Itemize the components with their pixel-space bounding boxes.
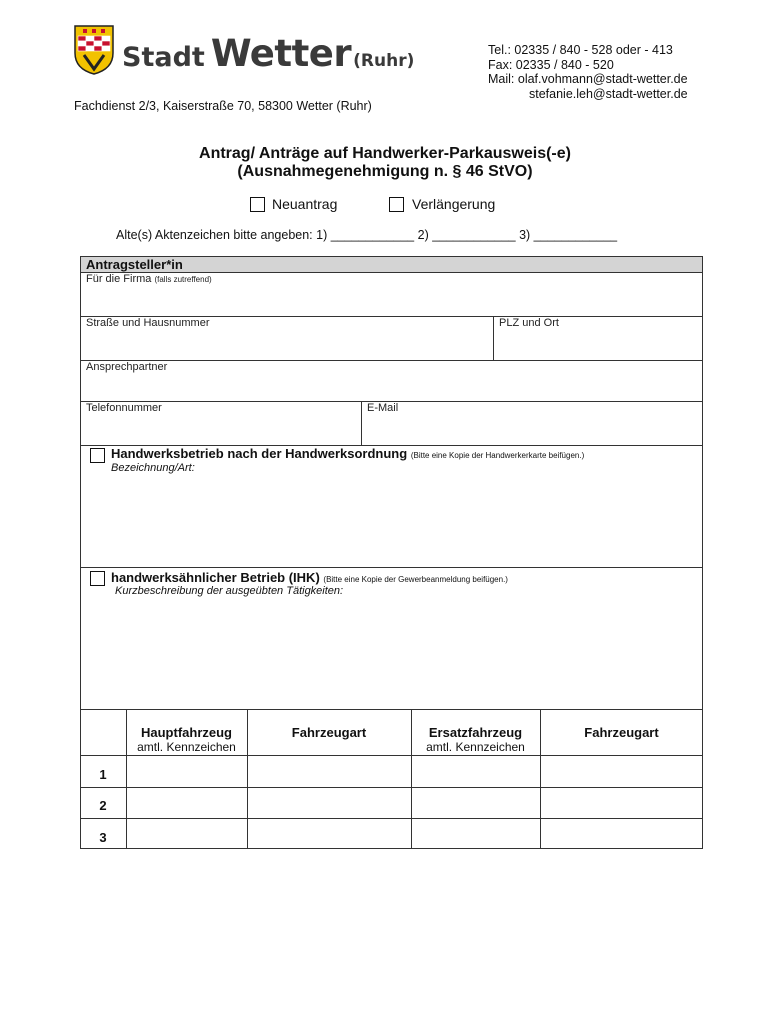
section-title-antragsteller: Antragsteller*in: [81, 257, 702, 272]
neuantrag-label: Neuantrag: [272, 196, 338, 212]
handwerksbetrieb-title: Handwerksbetrieb nach der Handwerksordnung: [111, 446, 408, 461]
col-hauptfahrzeug-title: Hauptfahrzeug: [141, 725, 232, 740]
col-ersatzfahrzeug-sub: amtl. Kennzeichen: [426, 740, 525, 754]
divider: [80, 755, 703, 756]
logo-word-stadt: Stadt: [122, 42, 205, 73]
aktenzeichen-field[interactable]: Alte(s) Aktenzeichen bitte angeben: 1) ____________ 2) ____________ 3) ____________: [116, 228, 618, 242]
bezeichnung-label[interactable]: Bezeichnung/Art:: [111, 462, 195, 474]
divider: [80, 567, 703, 568]
verlaengerung-label: Verlängerung: [412, 196, 496, 212]
email-label[interactable]: E-Mail: [367, 402, 399, 414]
divider: [80, 360, 703, 361]
contact-fax: Fax: 02335 / 840 - 520: [488, 57, 614, 72]
strasse-label[interactable]: Straße und Hausnummer: [86, 317, 210, 329]
verlaengerung-checkbox[interactable]: [389, 197, 404, 212]
table-row-number: 1: [99, 767, 107, 782]
divider: [80, 709, 703, 710]
table-row-number: 2: [99, 798, 107, 813]
col-fahrzeugart-1-title: Fahrzeugart: [291, 725, 367, 740]
telefon-label[interactable]: Telefonnummer: [86, 402, 162, 414]
neuantrag-checkbox[interactable]: [250, 197, 265, 212]
col-hauptfahrzeug: [126, 725, 247, 754]
table-row-number: 3: [99, 830, 107, 845]
office-address: Fachdienst 2/3, Kaiserstraße 70, 58300 Wetter (Ruhr): [74, 99, 372, 113]
document-title: [0, 145, 770, 181]
handwerksbetrieb-hint: (Bitte eine Kopie der Handwerkerkarte beifügen.): [410, 451, 585, 460]
divider: [80, 787, 703, 788]
firma-hint: (falls zutreffend): [154, 275, 212, 284]
col-fahrzeugart-1: [247, 725, 411, 740]
city-logo: [122, 32, 414, 75]
firma-label: Für die Firma: [86, 273, 152, 285]
applicant-form: [80, 256, 703, 849]
col-fahrzeugart-2: [540, 725, 703, 740]
col-fahrzeugart-2-title: Fahrzeugart: [584, 725, 659, 740]
logo-word-ruhr: (Ruhr): [353, 51, 415, 71]
divider: [361, 401, 362, 445]
col-ersatzfahrzeug: [411, 725, 540, 754]
title-line-2: (Ausnahmegenehmigung n. § 46 StVO): [237, 163, 533, 180]
handwerksaehnlich-hint: (Bitte eine Kopie der Gewerbeanmeldung beifügen.): [323, 575, 508, 584]
col-ersatzfahrzeug-title: Ersatzfahrzeug: [428, 725, 523, 740]
col-hauptfahrzeug-sub: amtl. Kennzeichen: [137, 740, 236, 754]
handwerksaehnlich-checkbox[interactable]: [90, 571, 105, 586]
contact-info: [488, 43, 688, 101]
title-line-1: Antrag/ Anträge auf Handwerker-Parkausweis(-e): [199, 145, 571, 162]
divider: [493, 316, 494, 360]
handwerksaehnlich-option: [111, 570, 508, 585]
contact-mail-2: stefanie.leh@stadt-wetter.de: [529, 86, 688, 101]
plz-label[interactable]: PLZ und Ort: [499, 317, 559, 329]
contact-mail: Mail: olaf.vohmann@stadt-wetter.de: [488, 72, 688, 86]
city-crest-icon: [74, 25, 114, 75]
firma-field[interactable]: [86, 273, 212, 285]
divider: [80, 818, 703, 819]
ansprechpartner-label[interactable]: Ansprechpartner: [86, 361, 168, 373]
handwerksaehnlich-title: handwerksähnlicher Betrieb (IHK): [111, 570, 320, 585]
handwerksbetrieb-option: [111, 446, 584, 461]
kurzbeschreibung-label[interactable]: Kurzbeschreibung der ausgeübten Tätigkeiten:: [115, 585, 344, 597]
handwerksbetrieb-checkbox[interactable]: [90, 448, 105, 463]
contact-tel: Tel.: 02335 / 840 - 528 oder - 413: [488, 43, 673, 57]
logo-word-wetter: Wetter: [210, 32, 352, 75]
